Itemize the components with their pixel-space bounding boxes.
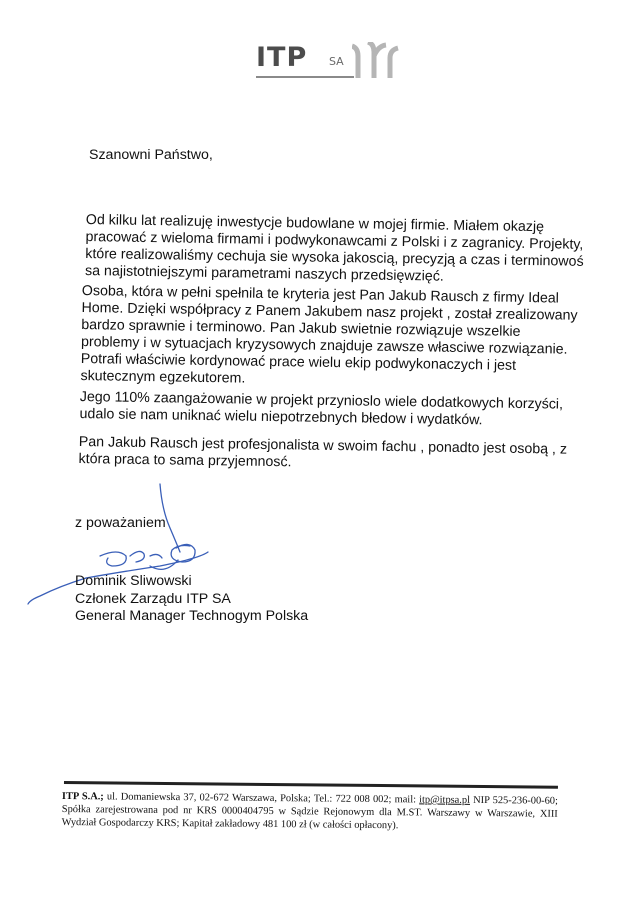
footer-address: ul. Domaniewska 37, 02-672 Warszawa, Polska; Tel.: 722 008 002; mail: [103,791,420,806]
signatory-name: Dominik Sliwowski [75,573,192,589]
letter-paragraph-1: Od kilku lat realizuję inwestycje budowlane w mojej firmie. Miałem okazję pracować z wieloma firmami i podwykonawcami z Polski i z zagranicy. Projekty, które realizowaliśmy cechuja sie wysoka jakoscią, precyzją a czas i terminowoś sa najistotniejszymi parametrami naszych przedsięwzięć. [84,212,584,285]
signature-block [75,573,308,626]
letter-paragraph-3: Jego 110% zaangażowanie w projekt przynioslo wiele dodatkowych korzyści, udalo sie nam uniknać wielu niepotrzebnych błedow i wydatków. [79,389,564,429]
logo-brand-text: ITP [256,42,308,73]
letter-greeting: Szanowni Państwo, [89,147,213,163]
footer-company: ITP S.A.; [61,790,104,803]
letter-closing: z poważaniem [75,515,166,531]
logo-suffix-text: SA [329,55,344,68]
signatory-role-1: Członek Zarządu ITP SA [75,590,231,607]
letter-paragraph-2: Osoba, która w pełni spełnila te kryteria jest Pan Jakub Rausch z firmy Ideal Home. Dzięki współpracy z Panem Jakubem nasz projekt , został zrealizowany bardzo sprawnie i terminowo. Pan Jakub swietnie rozwiązuje wszelkie problemy i w sytuacjach kryzysowych znajduje zawsze własciwe rozwiązanie. Potrafi właściwie kordynować prace wielu ekip podwykonaczych i jest skutecznym egzekutorem. [80,283,578,387]
signatory-role-2: General Manager Technogym Polska [75,608,309,624]
letter-paragraph-4: Pan Jakub Rausch jest profesjonalista w swoim fachu , ponadto jest osobą , z która praca to sama przyjemnosć. [78,434,568,471]
company-footer [62,790,558,834]
footer-email-link[interactable]: itp@itpsa.pl [419,794,471,806]
footer-registry: NIP 525-236-00-60; Spółka zarejestrowana pod nr KRS 0000404795 w Sądzie Rejonowym dla M.ST. Warszawy w Warszawie, XIII Wydział Gospodarczy KRS; Kapitał zakładowy 481 100 zł (w całości opłacony). [61,794,558,832]
